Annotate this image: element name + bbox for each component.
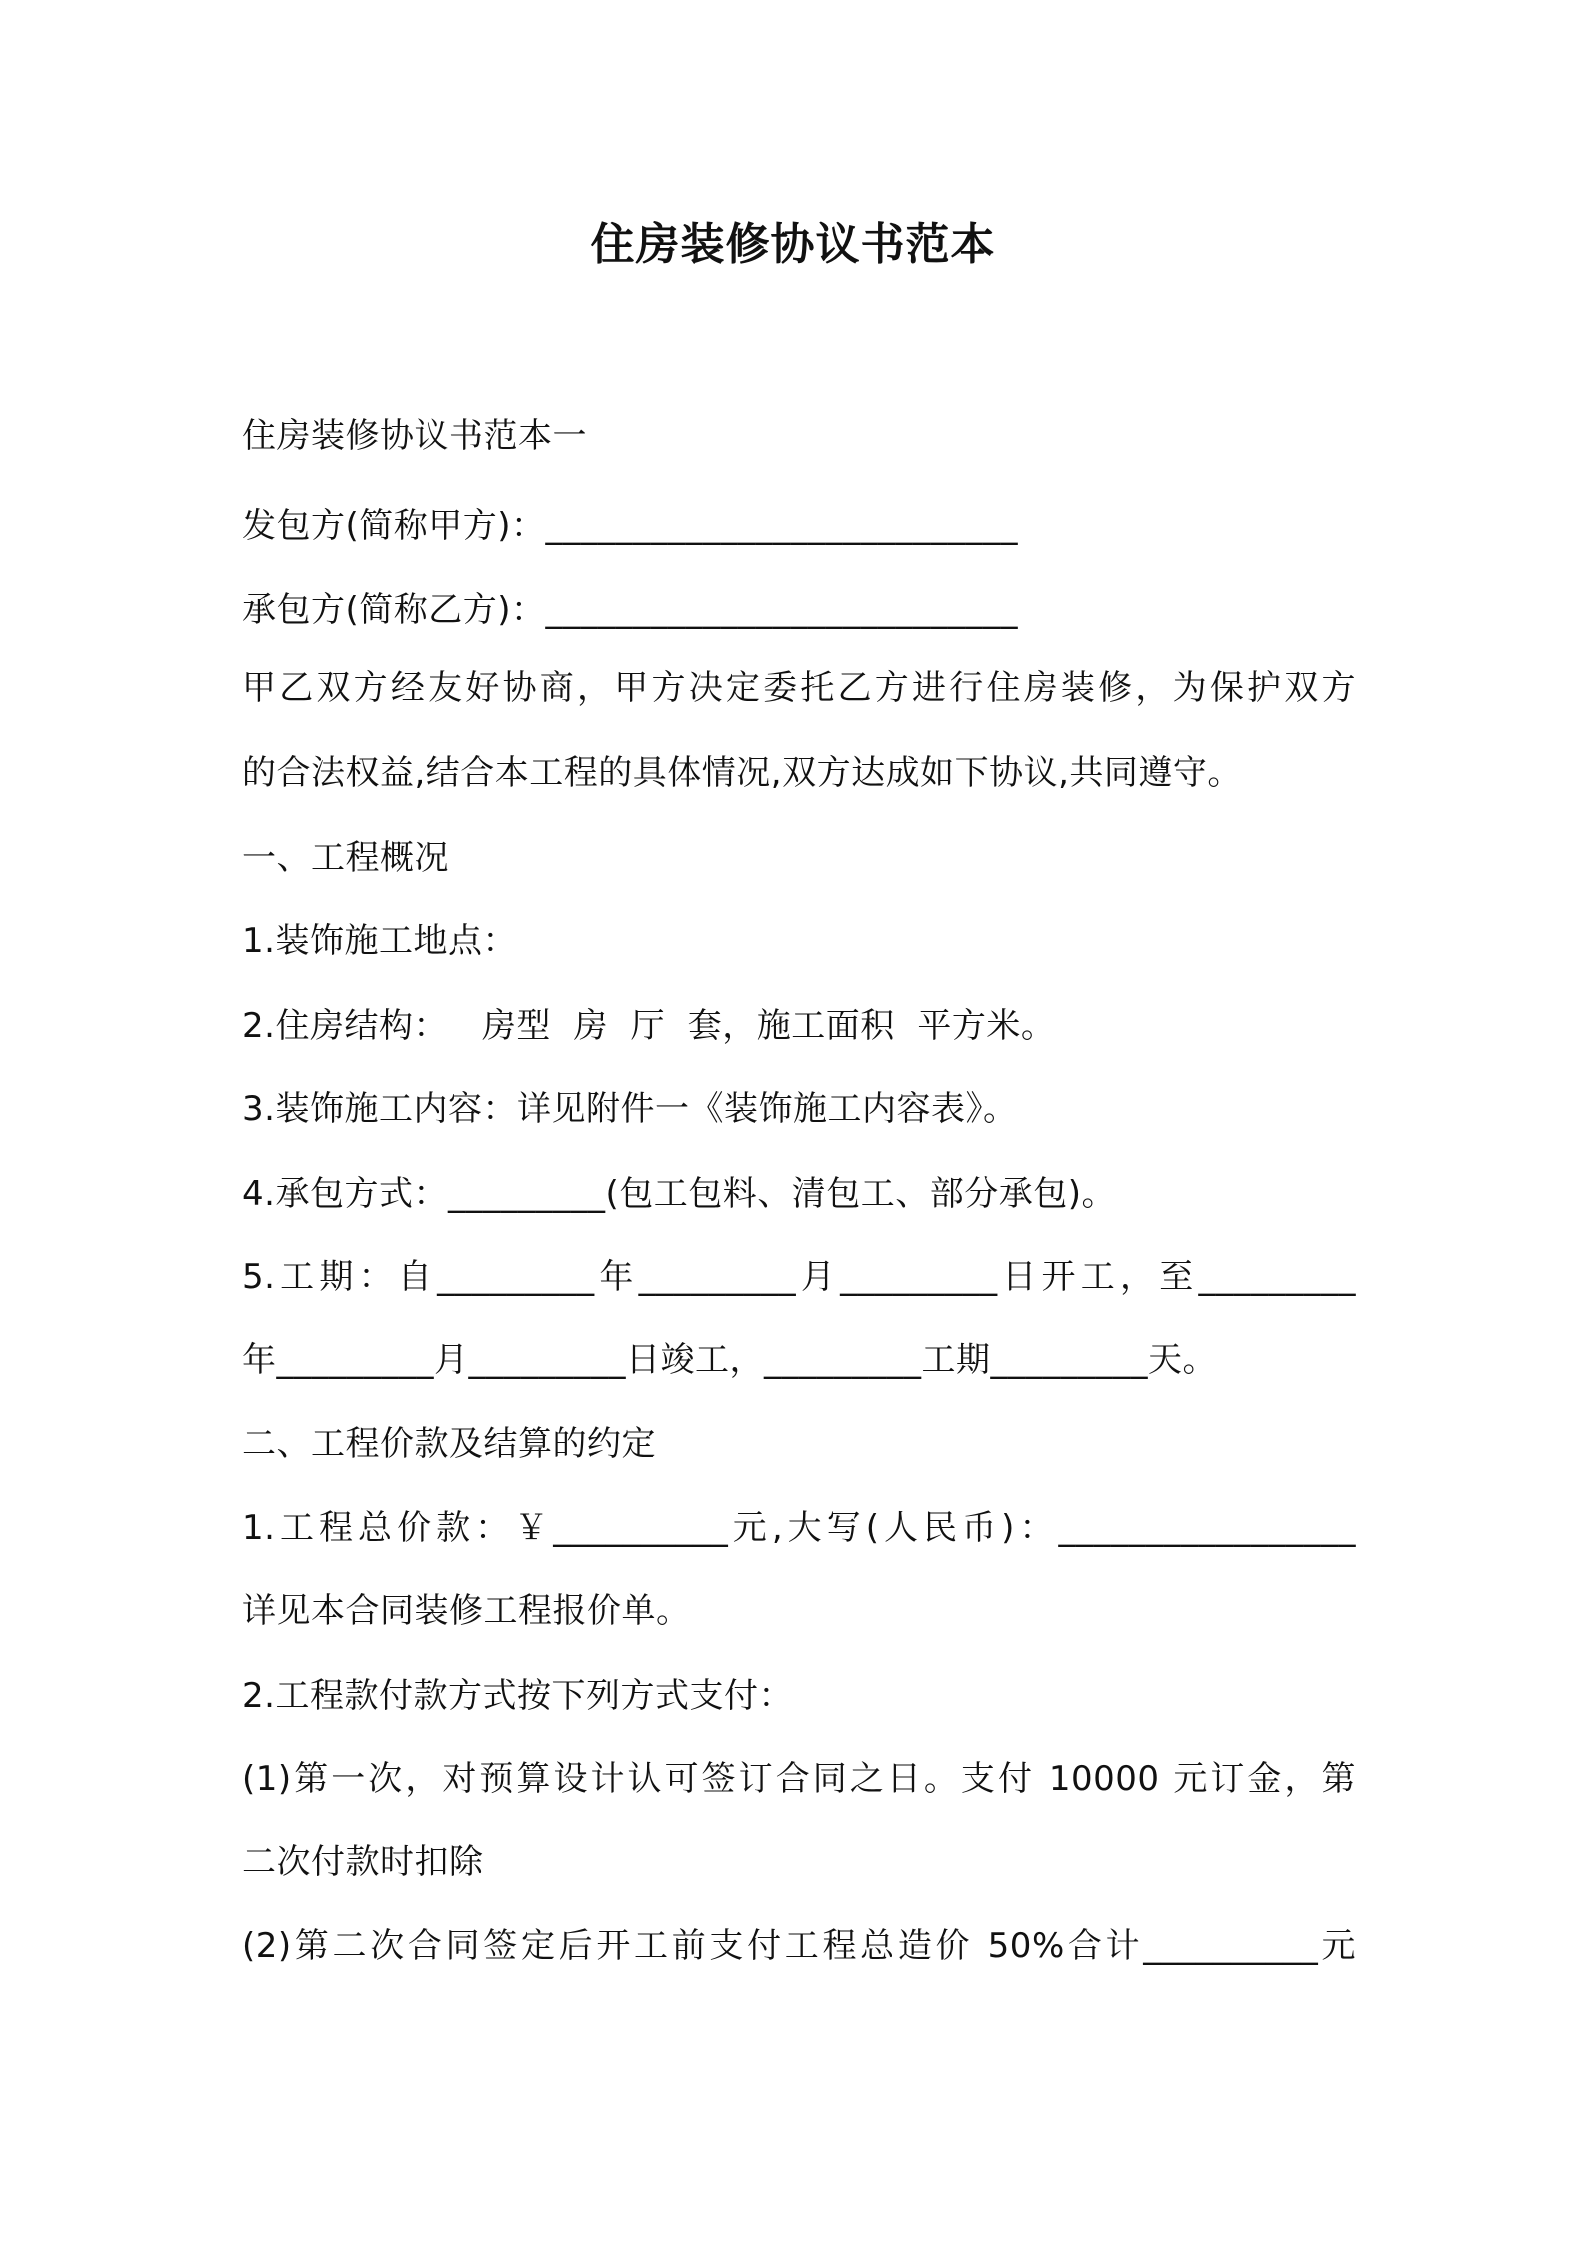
payment-2-line: (2)第二次合同签定后开工前支付工程总造价 50%合计__________元 [242, 1926, 1356, 1966]
party-a-line: 发包方(简称甲方)：___________________________ [242, 506, 1019, 546]
section-two-heading: 二、工程价款及结算的约定 [242, 1424, 656, 1464]
clause-1-3: 3.装饰施工内容：详见附件一《装饰施工内容表》。 [242, 1089, 1018, 1129]
party-b-line: 承包方(简称乙方)：___________________________ [242, 590, 1019, 630]
section-heading: 住房装修协议书范本一 [242, 416, 587, 456]
clause-1-1: 1.装饰施工地点： [242, 921, 517, 961]
clause-1-4: 4.承包方式：_________(包工包料、清包工、部分承包)。 [242, 1174, 1116, 1214]
payment-1-line-2: 二次付款时扣除 [242, 1842, 484, 1882]
clause-2-1-line-1: 1.工程总价款：￥__________元,大写(人民币)：_________________ [242, 1508, 1356, 1548]
document-title: 住房装修协议书范本 [590, 219, 996, 270]
clause-2-1-line-2: 详见本合同装修工程报价单。 [242, 1591, 691, 1631]
clause-1-5-line-1: 5.工期：自_________年_________月_________日开工，至_________ [242, 1257, 1356, 1297]
intro-paragraph-line-1: 甲乙双方经友好协商，甲方决定委托乙方进行住房装修，为保护双方 [242, 668, 1356, 708]
payment-1-line-1: (1)第一次，对预算设计认可签订合同之日。支付 10000 元订金，第 [242, 1759, 1356, 1799]
intro-paragraph-line-2: 的合法权益,结合本工程的具体情况,双方达成如下协议,共同遵守。 [242, 753, 1242, 793]
clause-1-5-line-2: 年_________月_________日竣工，_________工期_________天。 [242, 1340, 1217, 1380]
clause-1-2: 2.住房结构： 房型 房 厅 套，施工面积 平方米。 [242, 1006, 1056, 1046]
clause-2-2: 2.工程款付款方式按下列方式支付： [242, 1676, 793, 1716]
section-one-heading: 一、工程概况 [242, 838, 449, 878]
